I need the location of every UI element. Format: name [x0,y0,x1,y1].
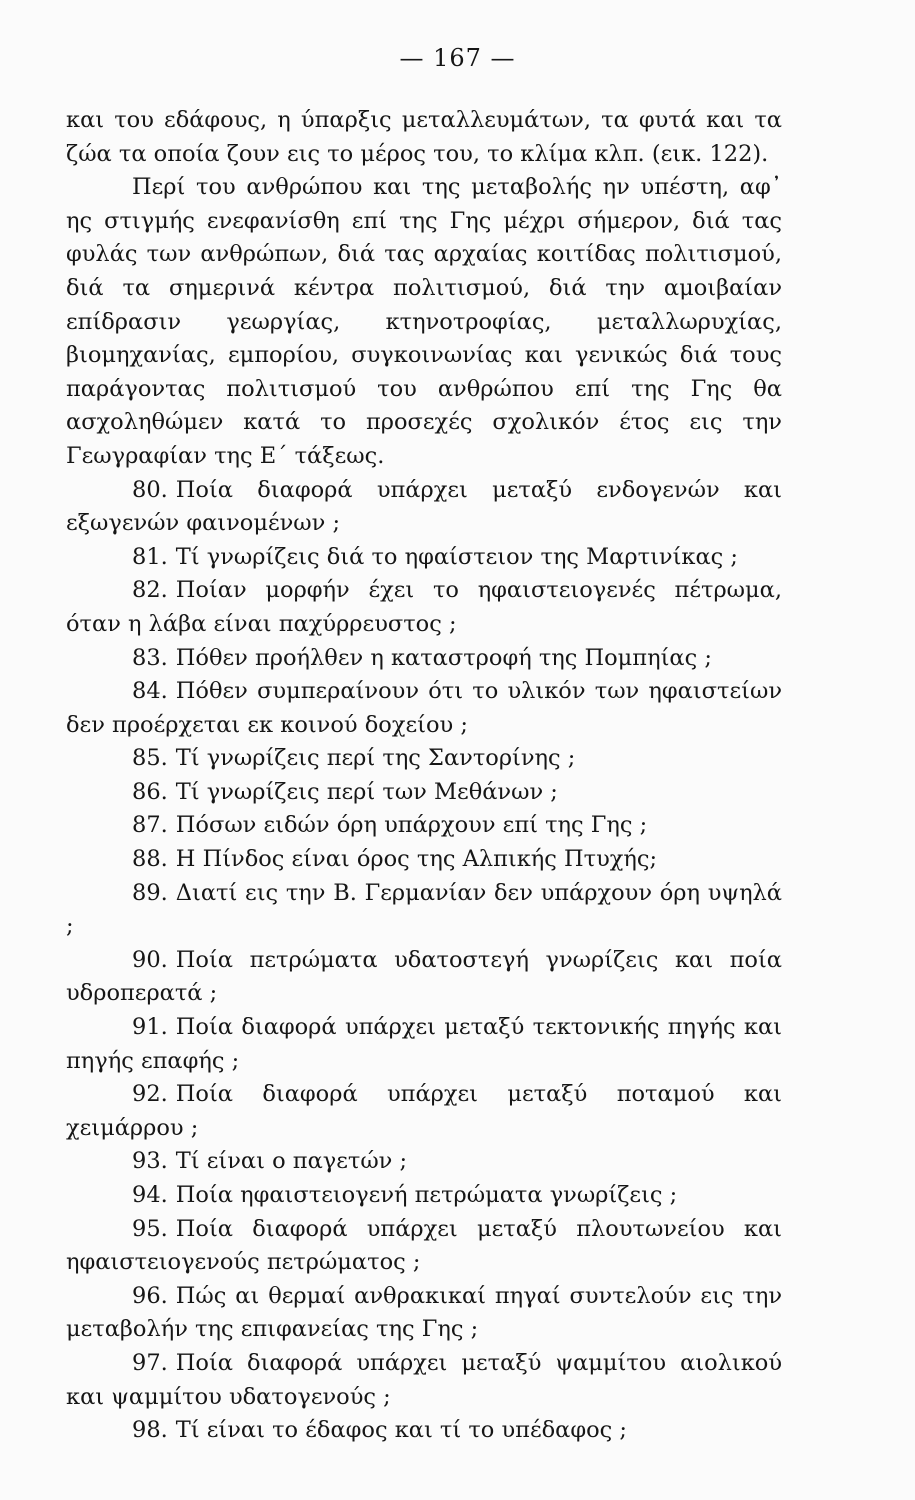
question-number: 87. [132,812,168,839]
question-text: Ποία διαφορά υπάρχει μεταξύ ψαμμίτου αιολικού και ψαμμίτου υδατογενούς ; [66,1349,782,1410]
question-number: 94. [132,1182,168,1208]
question-number: 89. [132,879,168,906]
question-item [66,474,782,541]
question-number: 83. [132,644,168,671]
question-text: Τί γνωρίζεις διά το ηφαίστειον της Μαρτινίκας ; [175,543,739,570]
question-text: Τί είναι ο παγετών ; [175,1148,408,1175]
question-text: Ποία διαφορά υπάρχει μεταξύ τεκτονικής πηγής και πηγής επαφής ; [66,1014,782,1074]
question-item [66,675,782,742]
question-text: Τί είναι το έδαφος και τί το υπέδαφος ; [175,1417,627,1444]
paragraph-human-geography: Περί του ανθρώπου και της μεταβολής ην υπέστη, αφ᾿ ης στιγμής ενεφανίσθη επί της Γης μέχρι σήμερον, διά τας φυλάς των ανθρώπων, διά τας αρχαίας κοιτίδας πολιτισμού, διά τα σημερινά κέντρα πολιτισμού, διά την αμοιβαίαν επίδρασιν γεωργίας, κτηνοτροφίας, μεταλλωρυχίας, βιομηχανίας, εμπορίου, συγκοινωνίας και γενικώς διά τους παράγοντας πολιτισμού του ανθρώπου επί της Γης θα ασχοληθώμεν κατά το προσεχές σχολικόν έτος εις την Γεωγραφίαν της Ε´ τάξεως. [66,174,782,469]
question-text: Ποία διαφορά υπάρχει μεταξύ ενδογενών και εξωγενών φαινομένων ; [66,476,782,537]
question-item [66,944,782,1011]
question-item [66,1280,782,1347]
question-item [66,877,782,944]
page-number: — 167 — [399,44,516,72]
question-item [66,1213,782,1280]
question-text: Ποία ηφαιστειογενή πετρώματα γνωρίζεις ; [175,1182,678,1208]
question-item [66,1145,782,1179]
question-text: Η Πίνδος είναι όρος της Αλπικής Πτυχής; [175,846,658,873]
question-number: 85. [132,745,168,772]
question-item [66,1011,782,1078]
question-number: 86. [132,778,168,805]
question-text: Τί γνωρίζεις περί των Μεθάνων ; [175,778,558,805]
question-number: 95. [132,1215,168,1242]
question-text: Πόθεν συμπεραίνουν ότι το υλικόν των ηφαιστείων δεν προέρχεται εκ κοινού δοχείου ; [66,678,782,738]
question-number: 93. [132,1148,168,1175]
question-number: 92. [132,1081,168,1108]
question-number: 82. [132,577,168,604]
question-number: 84. [132,678,168,705]
question-item [66,1078,782,1145]
question-number: 90. [132,946,168,973]
question-text: Ποία πετρώματα υδατοστεγή γνωρίζεις και ποία υδροπερατά ; [66,946,782,1007]
question-text: Ποία διαφορά υπάρχει μεταξύ ποταμού και χειμάρρου ; [66,1081,782,1141]
question-number: 81. [132,543,168,570]
question-number: 88. [132,846,168,873]
question-number: 91. [132,1014,168,1041]
question-item [66,1179,782,1213]
question-number: 80. [132,476,168,503]
question-item [66,574,782,641]
paragraph-continuation: και του εδάφους, η ύπαρξις μεταλλευμάτων, τα φυτά και τα ζώα τα οποία ζουν εις το μέρος του, το κλίμα κλπ. (εικ. 122). [66,107,782,167]
question-number: 97. [132,1349,168,1376]
question-item [66,541,782,575]
page-text [66,104,782,1448]
question-text: Διατί εις την Β. Γερμανίαν δεν υπάρχουν όρη υψηλά ; [66,879,782,940]
question-item [66,809,782,843]
question-item [66,1347,782,1414]
question-number: 96. [132,1282,168,1309]
question-item [66,776,782,810]
question-item [66,843,782,877]
question-text: Τί γνωρίζεις περί της Σαντορίνης ; [175,745,576,772]
question-number: 98. [132,1417,168,1444]
question-text: Πόσων ειδών όρη υπάρχουν επί της Γης ; [175,812,648,839]
question-text: Ποία διαφορά υπάρχει μεταξύ πλουτωνείου και ηφαιστειογενούς πετρώματος ; [66,1215,782,1276]
question-text: Ποίαν μορφήν έχει το ηφαιστειογενές πέτρωμα, όταν η λάβα είναι παχύρρευστος ; [66,577,782,637]
question-item [66,742,782,776]
question-item [66,1414,782,1448]
question-text: Πώς αι θερμαί ανθρακικαί πηγαί συντελούν εις την μεταβολήν της επιφανείας της Γης ; [66,1282,782,1343]
question-item [66,642,782,676]
question-text: Πόθεν προήλθεν η καταστροφή της Πομπηίας ; [175,644,712,671]
